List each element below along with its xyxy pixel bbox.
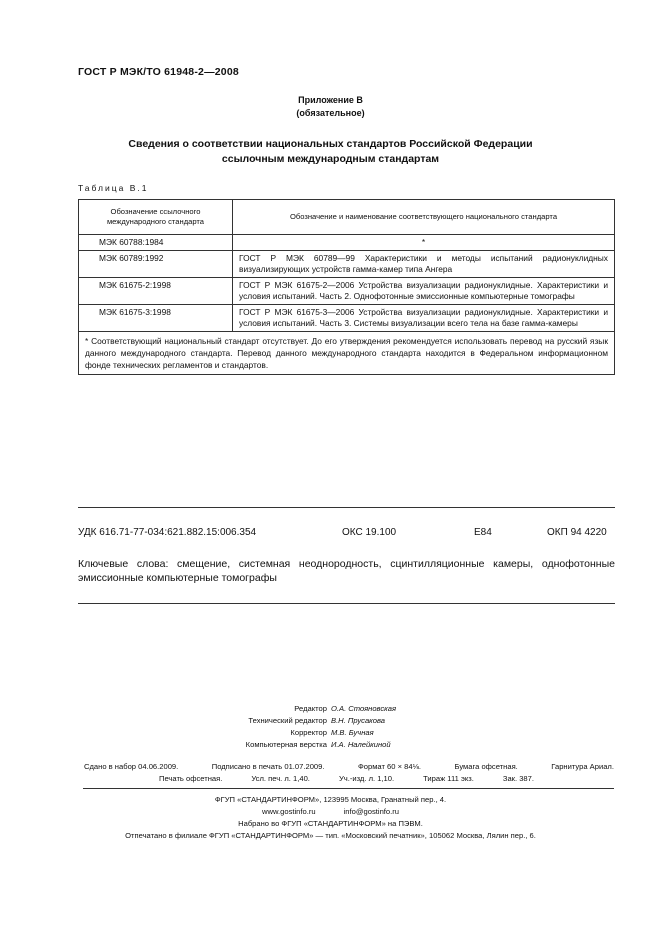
imprint-item: Печать офсетная. [159, 774, 223, 783]
table-row [79, 251, 615, 278]
credit-name: М.В. Бучная [331, 728, 374, 737]
publisher-info [0, 794, 661, 842]
publisher-printed: Отпечатано в филиале ФГУП «СТАНДАРТИНФОРМ» — тип. «Московский печатник», 105062 Москва, Лялин пер., 6. [125, 831, 536, 840]
cell-national: ГОСТ Р МЭК 60789—99 Характеристики и методы испытаний радионуклидных визуализирующих устройств гамма-камер типа Ангера [233, 251, 615, 278]
publisher-contacts [0, 806, 661, 818]
oks-code: ОКС 19.100 [342, 527, 397, 538]
publisher-email-link[interactable]: info@gostinfo.ru [343, 807, 400, 816]
credit-name: В.Н. Прусакова [331, 716, 385, 725]
publisher-typeset: Набрано во ФГУП «СТАНДАРТИНФОРМ» на ПЭВМ. [238, 819, 423, 828]
cell-national: ГОСТ Р МЭК 61675-2—2006 Устройства визуализации радионуклидные. Характеристики и условия испытаний. Часть 2. Однофотонные эмиссионные компьютерные томографы [233, 278, 615, 305]
imprint-item: Бумага офсетная. [454, 762, 518, 771]
section-title-line2: ссылочным международным стандартам [221, 153, 440, 165]
credit-name: И.А. Налейкиной [331, 740, 391, 749]
keywords: Ключевые слова: смещение, системная неоднородность, сцинтилляционные камеры, однофотонные эмиссионные компьютерные томографы [78, 558, 615, 584]
imprint-item: Гарнитура Ариал. [551, 762, 614, 771]
cell-intl: МЭК 61675-2:1998 [79, 278, 233, 305]
imprint-item: Формат 60 × 84⅛. [357, 762, 422, 771]
imprint [84, 761, 614, 785]
cell-national: * [233, 235, 615, 251]
credit-name: О.А. Стояновская [331, 704, 396, 713]
credit-line [0, 715, 661, 727]
standards-table [78, 199, 615, 375]
e-code: Е84 [474, 527, 492, 538]
cell-intl: МЭК 61675-3:1998 [79, 305, 233, 332]
imprint-line [84, 773, 614, 785]
imprint-line [84, 761, 614, 773]
credit-line [0, 739, 661, 751]
cell-intl: МЭК 60789:1992 [79, 251, 233, 278]
table-row [79, 278, 615, 305]
imprint-item: Зак. 387. [502, 774, 534, 783]
credit-line [0, 703, 661, 715]
header-national: Обозначение и наименование соответствующего национального стандарта [233, 200, 615, 235]
table-footnote-row [79, 332, 615, 375]
imprint-item: Усл. печ. л. 1,40. [251, 774, 310, 783]
document-code: ГОСТ Р МЭК/ТО 61948-2—2008 [78, 66, 239, 78]
imprint-item: Уч.-изд. л. 1,10. [338, 774, 395, 783]
header-intl: Обозначение ссылочного международного стандарта [79, 200, 233, 235]
okp-code: ОКП 94 4220 [547, 527, 607, 538]
divider [78, 507, 615, 508]
cell-intl: МЭК 60788:1984 [79, 235, 233, 251]
credit-role: Компьютерная верстка [245, 740, 327, 749]
publisher-address: ФГУП «СТАНДАРТИНФОРМ», 123995 Москва, Гранатный пер., 4. [214, 795, 447, 804]
credit-line [0, 727, 661, 739]
divider [83, 788, 614, 789]
appendix-title: Приложение В [298, 95, 363, 105]
table-row [79, 305, 615, 332]
table-footnote: * Соответствующий национальный стандарт отсутствует. До его утверждения рекомендуется использовать перевод на русский язык данного международного стандарта. Перевод данного международного стандарта находится в Федеральном информационном фонде технических регламентов и стандартов. [79, 332, 615, 375]
table-header-row [79, 200, 615, 235]
credits [0, 703, 661, 751]
divider [78, 603, 615, 604]
udk-code: УДК 616.71-77-034:621.882.15:006.354 [78, 527, 257, 538]
imprint-item: Тираж 111 экз. [423, 774, 474, 783]
table-row [79, 235, 615, 251]
cell-national: ГОСТ Р МЭК 61675-3—2006 Устройства визуализации радионуклидные. Характеристики и условия испытаний. Часть 3. Системы визуализации всего тела на базе гамма-камеры [233, 305, 615, 332]
credit-role: Корректор [290, 728, 327, 737]
section-title-line1: Сведения о соответствии национальных стандартов Российской Федерации [128, 138, 533, 150]
section-title [0, 137, 661, 167]
imprint-item: Подписано в печать 01.07.2009. [211, 762, 325, 771]
credit-role: Редактор [294, 704, 327, 713]
imprint-item: Сдано в набор 04.06.2009. [84, 762, 179, 771]
appendix-status: (обязательное) [296, 108, 365, 118]
publisher-site-link[interactable]: www.gostinfo.ru [261, 807, 316, 816]
credit-role: Технический редактор [248, 716, 327, 725]
table-label: Таблица В.1 [78, 183, 149, 193]
